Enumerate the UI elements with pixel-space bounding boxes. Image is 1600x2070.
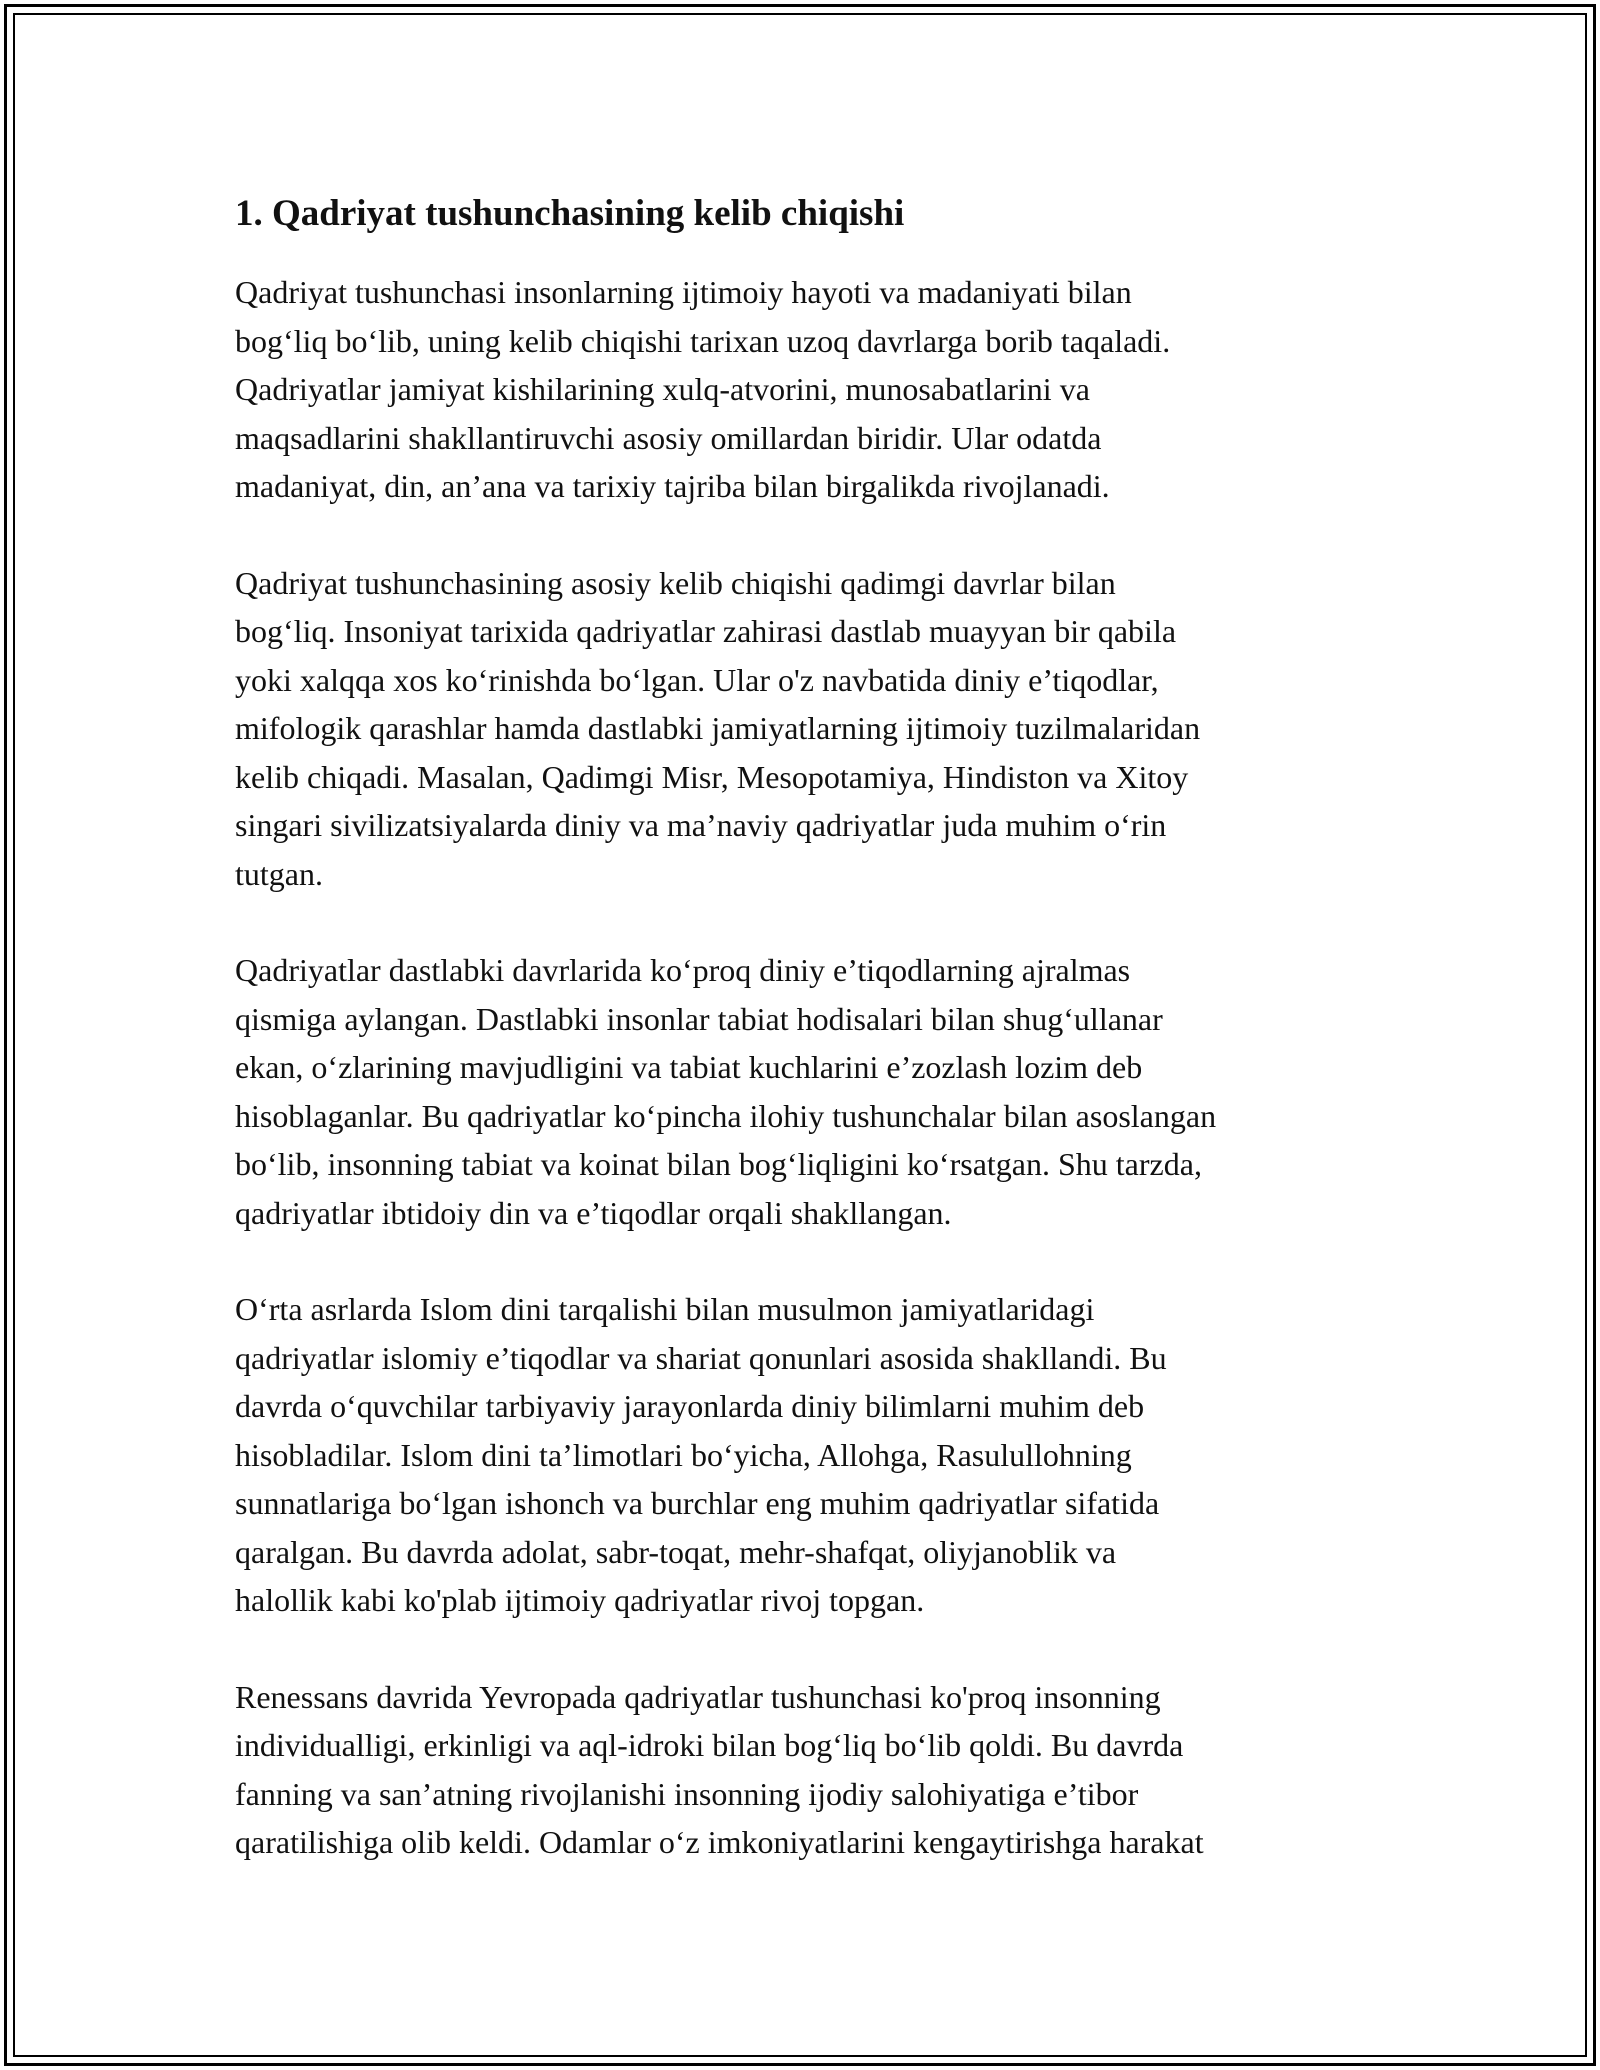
section-title: 1. Qadriyat tushunchasining kelib chiqishi [235, 193, 905, 234]
paragraph [235, 1673, 1385, 1867]
text-line: singari sivilizatsiyalarda diniy va ma’naviy qadriyatlar juda muhim o‘rin [235, 807, 1167, 843]
text-line: halollik kabi ko'plab ijtimoiy qadriyatlar rivoj topgan. [235, 1582, 925, 1618]
text-line: Qadriyat tushunchasi insonlarning ijtimoiy hayoti va madaniyati bilan [235, 274, 1132, 310]
text-line: Renessans davrida Yevropada qadriyatlar tushunchasi ko'proq insonning [235, 1678, 1161, 1715]
text-line: yoki xalqqa xos ko‘rinishda bo‘lgan. Ular o'z navbatida diniy e’tiqodlar, [235, 661, 1159, 698]
text-line: davrda o‘quvchilar tarbiyaviy jarayonlarda diniy bilimlarni muhim deb [235, 1388, 1145, 1424]
text-line: qismiga aylangan. Dastlabki insonlar tabiat hodisalari bilan shug‘ullanar [235, 1000, 1163, 1037]
paragraph [235, 559, 1385, 899]
text-line: Qadriyatlar jamiyat kishilarining xulq-atvorini, munosabatlarini va [235, 371, 1090, 407]
paragraph [235, 946, 1385, 1237]
text-line: ekan, o‘zlarining mavjudligini va tabiat kuchlarini e’zozlash lozim deb [235, 1049, 1143, 1085]
text-line: tutgan. [235, 855, 323, 892]
text-line: individualligi, erkinligi va aql-idroki bilan bog‘liq bo‘lib qoldi. Bu davrda [235, 1727, 1184, 1763]
text-line: Qadriyat tushunchasining asosiy kelib chiqishi qadimgi davrlar bilan [235, 564, 1116, 601]
text-line: madaniyat, din, an’ana va tarixiy tajriba bilan birgalikda rivojlanadi. [235, 468, 1110, 504]
text-line: O‘rta asrlarda Islom dini tarqalishi bilan musulmon jamiyatlaridagi [235, 1291, 1095, 1327]
text-line: sunnatlariga bo‘lgan ishonch va burchlar eng muhim qadriyatlar sifatida [235, 1485, 1160, 1521]
text-line: fanning va san’atning rivojlanishi insonning ijodiy salohiyatiga e’tibor [235, 1775, 1139, 1812]
text-line: hisobladilar. Islom dini ta’limotlari bo‘yicha, Allohga, Rasulullohning [235, 1436, 1132, 1473]
text-line: Qadriyatlar dastlabki davrlarida ko‘proq diniy e’tiqodlarning ajralmas [235, 952, 1131, 988]
text-line: kelib chiqadi. Masalan, Qadimgi Misr, Mesopotamiya, Hindiston va Xitoy [235, 758, 1189, 795]
text-line: qaralgan. Bu davrda adolat, sabr-toqat, mehr-shafqat, oliyjanoblik va [235, 1533, 1117, 1570]
text-line: qadriyatlar ibtidoiy din va e’tiqodlar orqali shakllangan. [235, 1194, 952, 1231]
text-line: maqsadlarini shakllantiruvchi asosiy omillardan biridir. Ular odatda [235, 419, 1102, 456]
text-line: bog‘liq bo‘lib, uning kelib chiqishi tarixan uzoq davrlarga borib taqaladi. [235, 322, 1171, 359]
text-line: qaratilishiga olib keldi. Odamlar o‘z imkoniyatlarini kengaytirishga harakat [235, 1824, 1204, 1860]
text-line: qadriyatlar islomiy e’tiqodlar va shariat qonunlari asosida shakllandi. Bu [235, 1339, 1167, 1376]
text-line: bog‘liq. Insoniyat tarixida qadriyatlar zahirasi dastlab muayyan bir qabila [235, 613, 1177, 649]
text-line: hisoblaganlar. Bu qadriyatlar ko‘pincha ilohiy tushunchalar bilan asoslangan [235, 1097, 1217, 1134]
paragraph [235, 1285, 1385, 1625]
text-line: bo‘lib, insonning tabiat va koinat bilan bog‘liqligini ko‘rsatgan. Shu tarzda, [235, 1146, 1202, 1182]
text-line: mifologik qarashlar hamda dastlabki jamiyatlarning ijtimoiy tuzilmalaridan [235, 710, 1201, 746]
document-body [235, 186, 1385, 1915]
paragraph [235, 268, 1385, 511]
